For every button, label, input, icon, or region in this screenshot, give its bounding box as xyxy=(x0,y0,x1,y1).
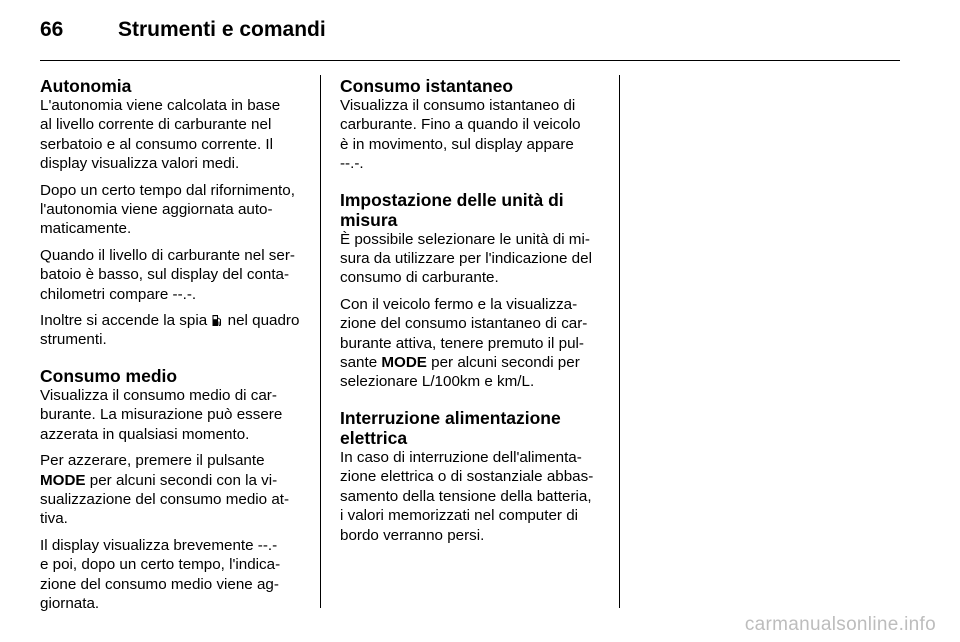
page-title: Strumenti e comandi xyxy=(118,18,326,41)
heading-line: elettrica xyxy=(340,427,408,448)
text-line: Per azzerare, premere il pulsante xyxy=(40,452,265,470)
paragraph-consumo-istantaneo xyxy=(340,96,610,174)
paragraph-interruzione xyxy=(340,448,610,545)
heading-line: misura xyxy=(340,209,398,230)
mode-button-label: MODE xyxy=(381,354,427,372)
text-line: samento della tensione della batteria, xyxy=(340,487,592,505)
text-line: burante. La misurazione può essere xyxy=(40,406,283,424)
text-line: L'autonomia viene calcolata in base xyxy=(40,97,281,114)
text-line: carburante. Fino a quando il veicolo xyxy=(340,116,581,134)
text-line xyxy=(340,353,610,372)
header-rule xyxy=(40,60,900,61)
text-line: e poi, dopo un certo tempo, l'indica- xyxy=(40,556,281,574)
watermark: carmanualsonline.info xyxy=(744,614,936,635)
text-line: zione del consumo istantaneo di car- xyxy=(340,315,588,333)
text-segment: per alcuni secondi per xyxy=(426,354,580,372)
text-line: È possibile selezionare le unità di mi- xyxy=(340,230,590,248)
paragraph-impostazione-1 xyxy=(340,230,610,288)
section-heading-impostazione xyxy=(340,190,610,230)
text-line xyxy=(40,471,310,490)
column-divider-right xyxy=(619,75,620,608)
page-header xyxy=(40,18,326,48)
paragraph-impostazione-2 xyxy=(340,295,610,392)
text-segment: Inoltre si accende la spia xyxy=(40,312,208,330)
text-line: selezionare L/100km e km/L. xyxy=(340,373,535,391)
text-line: Visualizza il consumo istantaneo di xyxy=(340,97,576,114)
paragraph-autonomia-3 xyxy=(40,246,310,304)
text-line: azzerata in qualsiasi momento. xyxy=(40,425,250,443)
column-middle xyxy=(340,76,610,552)
section-heading-autonomia: Autonomia xyxy=(40,76,132,96)
heading-line: Impostazione delle unità di xyxy=(340,189,564,210)
paragraph-autonomia-4 xyxy=(40,311,310,350)
text-line: al livello corrente di carburante nel xyxy=(40,116,272,134)
text-line: batoio è basso, sul display del conta- xyxy=(40,266,290,284)
text-line: Quando il livello di carburante nel ser- xyxy=(40,246,295,264)
text-line: sura da utilizzare per l'indicazione del xyxy=(340,250,592,268)
text-line: zione elettrica o di sostanziale abbas- xyxy=(340,468,594,486)
text-line: sualizzazione del consumo medio at- xyxy=(40,490,290,508)
text-line: chilometri compare --.-. xyxy=(40,285,197,303)
paragraph-autonomia-2 xyxy=(40,181,310,239)
paragraph-consumo-medio-2 xyxy=(40,451,310,529)
text-line: Con il veicolo fermo e la visualizza- xyxy=(340,295,578,313)
page-number: 66 xyxy=(40,18,64,41)
text-segment: per alcuni secondi con la vi- xyxy=(85,471,278,489)
section-heading-consumo-istantaneo: Consumo istantaneo xyxy=(340,76,514,96)
text-line: maticamente. xyxy=(40,220,132,238)
section-heading-interruzione xyxy=(340,408,610,448)
text-line: giornata. xyxy=(40,594,100,612)
text-line: strumenti. xyxy=(40,331,107,349)
heading-line: Interruzione alimentazione xyxy=(340,407,561,428)
text-line: Il display visualizza brevemente --.- xyxy=(40,536,278,554)
text-line: è in movimento, sul display appare xyxy=(340,135,574,153)
mode-button-label: MODE xyxy=(40,471,86,489)
paragraph-autonomia-1 xyxy=(40,96,310,174)
text-line xyxy=(40,311,310,330)
text-line: tiva. xyxy=(40,510,68,528)
text-line: Visualizza il consumo medio di car- xyxy=(40,386,277,404)
text-line: In caso di interruzione dell'alimenta- xyxy=(340,448,582,466)
section-heading-consumo-medio: Consumo medio xyxy=(40,365,178,386)
text-line: burante attiva, tenere premuto il pul- xyxy=(340,334,584,352)
column-left xyxy=(40,76,310,620)
text-line: serbatoio e al consumo corrente. Il xyxy=(40,135,273,153)
text-line: display visualizza valori medi. xyxy=(40,155,240,173)
text-line: i valori memorizzati nel computer di xyxy=(340,507,579,525)
text-line: --.-. xyxy=(340,155,364,173)
fuel-pump-icon xyxy=(212,314,222,327)
text-segment: nel quadro xyxy=(227,312,300,330)
text-line: bordo verranno persi. xyxy=(340,526,485,544)
paragraph-consumo-medio-1 xyxy=(40,386,310,444)
text-line: zione del consumo medio viene ag- xyxy=(40,575,279,593)
text-line: consumo di carburante. xyxy=(340,269,499,287)
text-line: l'autonomia viene aggiornata auto- xyxy=(40,201,273,219)
column-divider-left xyxy=(320,75,321,608)
text-line: Dopo un certo tempo dal rifornimento, xyxy=(40,181,295,199)
paragraph-consumo-medio-3 xyxy=(40,536,310,614)
text-segment: sante xyxy=(340,354,382,372)
